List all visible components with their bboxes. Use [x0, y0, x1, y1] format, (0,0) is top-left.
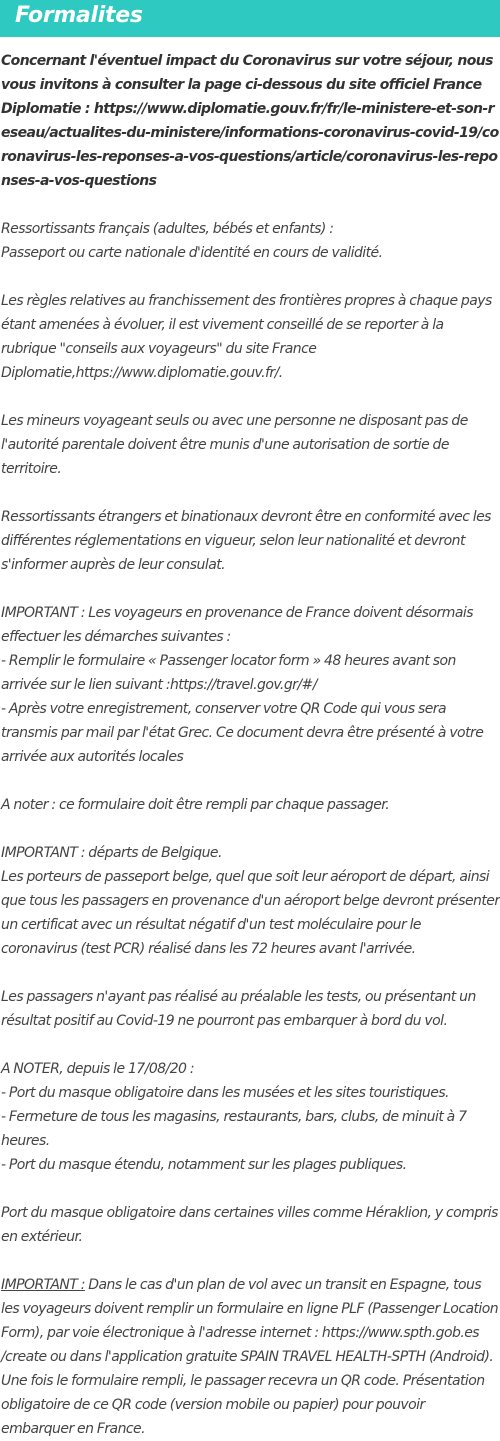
- paragraph-line: Ressortissants français (adultes, bébés et enfants) :: [1, 221, 334, 237]
- paragraph-foreigners: [1, 505, 500, 577]
- paragraph-border-rules: [1, 289, 500, 385]
- paragraph-belgium: [1, 841, 500, 961]
- paragraph-line: IMPORTANT : départs de Belgique.: [1, 845, 222, 861]
- intro-text: Concernant l'éventuel impact du Coronavirus sur votre séjour, nous vous invitons à consulter la page ci-dessous du site officiel France Diplomatie :: [1, 53, 493, 117]
- paragraph-minors: [1, 409, 500, 481]
- spain-transit-text: Dans le cas d'un plan de vol avec un transit en Espagne, tous les voyageurs doivent remplir un formulaire en ligne PLF (Passenger Location Form), par voie électronique à l'adresse internet : https://www.spth.gob.es /create ou dans l'application gratuite SPAIN TRAVEL HEALTH-SPTH (Android). Une fois le formulaire rempli, le passager recevra un QR code. Présentation obligatoire de ce QR code (version mobile ou papier) pour pouvoir embarquer en France.: [1, 1277, 499, 1437]
- paragraph-important-france: [1, 601, 500, 769]
- paragraph-line: Les porteurs de passeport belge, quel que soit leur aéroport de départ, ainsi que tous les passagers en provenance d'un aéroport belge devront présenter un certificat avec un résultat négatif d'un test moléculaire pour le coronavirus (test PCR) réalisé dans les 72 heures avant l'arrivée.: [1, 869, 500, 957]
- paragraph-line: Port du masque obligatoire dans certaines villes comme Héraklion, y compris en extérieur.: [1, 1205, 498, 1245]
- paragraph-boarding: [1, 985, 500, 1033]
- diplomatie-link[interactable]: https://www.diplomatie.gouv.fr/fr/le-ministere-et-son-reseau/actualites-du-ministere/informations-coronavirus-covid-19/coronavirus-les-reponses-a-vos-questions/article/coronavirus-les-reponses-a-vos-questions: [1, 101, 499, 189]
- important-label: IMPORTANT :: [1, 1277, 85, 1293]
- paragraph-line: - Après votre enregistrement, conserver votre QR Code qui vous sera transmis par mail par l'état Grec. Ce document devra être présenté à votre arrivée aux autorités locales: [1, 701, 484, 765]
- paragraph-line: A NOTER, depuis le 17/08/20 :: [1, 1061, 194, 1077]
- formalities-content: [0, 37, 500, 1441]
- paragraph-spain-transit: [1, 1273, 500, 1441]
- paragraph-line: - Remplir le formulaire « Passenger locator form » 48 heures avant son arrivée sur le lien suivant :https://travel.gov.gr/#/: [1, 653, 456, 693]
- paragraph-line: A noter : ce formulaire doit être rempli par chaque passager.: [1, 797, 390, 813]
- paragraph-line: Les mineurs voyageant seuls ou avec une personne ne disposant pas de l'autorité parentale doivent être munis d'une autorisation de sortie de territoire.: [1, 413, 468, 477]
- paragraph-heraklion: [1, 1201, 500, 1249]
- paragraph-nationals: [1, 217, 500, 265]
- paragraph-line: - Port du masque étendu, notamment sur les plages publiques.: [1, 1157, 407, 1173]
- paragraph-note-mask: [1, 1057, 500, 1177]
- intro-paragraph: [1, 49, 500, 193]
- paragraph-line: - Fermeture de tous les magasins, restaurants, bars, clubs, de minuit à 7 heures.: [1, 1109, 467, 1149]
- paragraph-line: Passeport ou carte nationale d'identité en cours de validité.: [1, 245, 383, 261]
- paragraph-line: Ressortissants étrangers et binationaux devront être en conformité avec les différentes réglementations en vigueur, selon leur nationalité et devront s'informer auprès de leur consulat.: [1, 509, 491, 573]
- section-title: Formalites: [15, 3, 143, 28]
- section-header: [0, 0, 500, 37]
- paragraph-line: Les passagers n'ayant pas réalisé au préalable les tests, ou présentant un résultat positif au Covid-19 ne pourront pas embarquer à bord du vol.: [1, 989, 476, 1029]
- paragraph-line: IMPORTANT : Les voyageurs en provenance de France doivent désormais effectuer les démarches suivantes :: [1, 605, 473, 645]
- paragraph-line: Les règles relatives au franchissement des frontières propres à chaque pays étant amenées à évoluer, il est vivement conseillé de se reporter à la rubrique "conseils aux voyageurs" du site France Diplomatie,https://www.diplomatie.gouv.fr/.: [1, 293, 492, 381]
- paragraph-line: - Port du masque obligatoire dans les musées et les sites touristiques.: [1, 1085, 449, 1101]
- paragraph-note-form: [1, 793, 500, 817]
